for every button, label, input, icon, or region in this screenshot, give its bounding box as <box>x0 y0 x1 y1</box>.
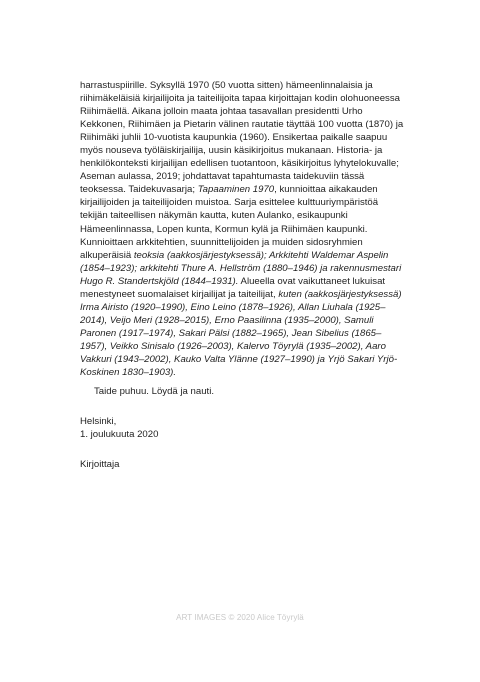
architects-list: teoksia (aakkosjärjestyksessä); Arkkitehti Waldemar Aspelin (1854–1923); arkkitehti Thure A. Hellström (1880–1946) ja rakennusmestari Hugo R. Standertskjöld (1844–1931). <box>80 249 402 287</box>
signature-city: Helsinki, <box>80 416 117 427</box>
body-paragraph <box>80 79 408 379</box>
signature-date: 1. joulukuuta 2020 <box>80 429 159 440</box>
signature-author: Kirjoittaja <box>80 459 120 470</box>
authors-artists-list: kuten (aakkosjärjestyksessä) Irma Airisto (1920–1990), Eino Leino (1878–1926), Allan Liuhala (1925–2014), Veijo Meri (1928–2015), Erno Paasilinna (1935–2000), Samuli Paronen (1917–1974), Sakari Pälsi (1882–1965), Jean Sibelius (1865–1957), Veikko Sinisalo (1926–2003), Kalervo Töyrylä (1935–2002), Aaro Vakkuri (1943–2002), Kauko Valta Ylänne (1927–1990) ja Yrjö Sakari Yrjö-Koskinen 1830–1903). <box>80 288 402 379</box>
paragraph-text: harrastuspiirille. Syksyllä 1970 (50 vuotta sitten) hämeenlinnalaisia ja riihimäkeläisiä kirjailijoita ja taiteilijoita tapaa kirjoittajan kodin olohuoneessa Riihimäellä. Aikana jolloin maata johtaa tasavallan presidentti Urho Kekkonen, Riihimäen ja Pietarin välinen rautatie täyttää 100 vuotta (1870) ja Riihimäki juhlii 10-vuotista kaupunkia (1960). Ensikertaa paikalle saapuu myös nouseva työläiskirjailija, uusin käsikirjoitus mukanaan. Historia- ja henkilökonteksti kirjailijan edellisen tuotantoon, käsikirjoitus lyhytelokuvalle; Aseman aulassa, 2019; johdattavat tapahtumasta taidekuviin tässä teoksessa. Taidekuvasarja; <box>80 80 404 196</box>
paragraph-text: , kunnioittaa aikakauden kirjailijoiden ja taiteilijoiden muistoa. Sarja esittelee kulttuuriympäristöä tekijän taiteellisen näkymän kautta, kuten Aulanko, esikaupunki Hämeenlinnassa, Lopen kunta, Kormun kylä ja Riihimäen kaupunki. Kunnioittaen arkkitehtien, suunnittelijoiden ja muiden sidosryhmien alkuperäisiä <box>80 184 379 261</box>
copyright-footer: ART IMAGES © 2020 Alice Töyrylä <box>176 613 304 622</box>
closing-sentence: Taide puhuu. Löydä ja nauti. <box>94 386 215 397</box>
artwork-series-title: Tapaaminen 1970 <box>197 184 275 196</box>
paragraph-text: Alueella ovat vaikuttaneet lukuisat menestyneet suomalaiset kirjailijat ja taiteilijat, <box>80 275 386 300</box>
